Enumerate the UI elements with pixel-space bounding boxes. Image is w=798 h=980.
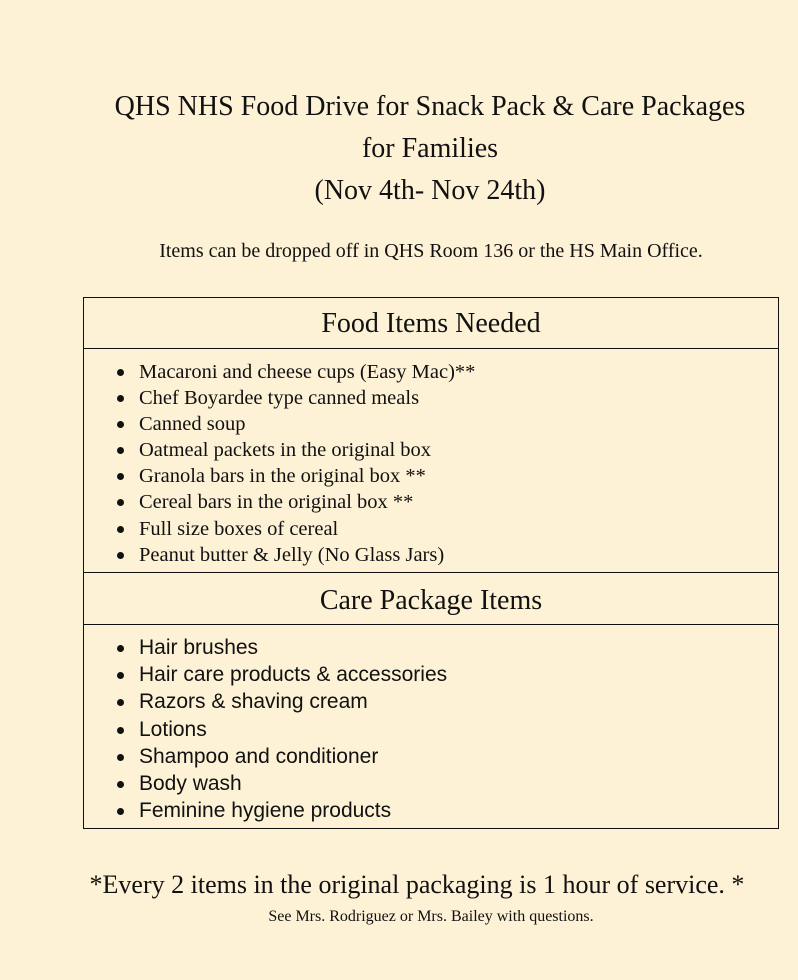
- list-item: Shampoo and conditioner: [116, 743, 447, 770]
- list-item: Cereal bars in the original box **: [116, 489, 475, 515]
- list-item: Canned soup: [116, 411, 475, 437]
- list-item: Body wash: [116, 770, 447, 797]
- list-item: Macaroni and cheese cups (Easy Mac)**: [116, 359, 475, 385]
- dropoff-instructions: Items can be dropped off in QHS Room 136 or the HS Main Office.: [159, 240, 703, 262]
- list-item: Hair brushes: [116, 634, 447, 661]
- list-item: Full size boxes of cereal: [116, 516, 475, 542]
- page-title: [60, 86, 798, 212]
- list-item: Granola bars in the original box **: [116, 463, 475, 489]
- title-line-3: (Nov 4th- Nov 24th): [314, 175, 546, 206]
- items-table: [83, 297, 779, 829]
- list-item: Lotions: [116, 716, 447, 743]
- list-item: Hair care products & accessories: [116, 661, 447, 688]
- service-hours-note: *Every 2 items in the original packaging is 1 hour of service. *: [89, 870, 745, 899]
- care-items-list: [116, 634, 447, 824]
- list-item: Feminine hygiene products: [116, 797, 447, 824]
- title-line-1: QHS NHS Food Drive for Snack Pack & Care Packages: [114, 91, 746, 122]
- list-item: Chef Boyardee type canned meals: [116, 385, 475, 411]
- list-item: Peanut butter & Jelly (No Glass Jars): [116, 542, 475, 568]
- title-line-2: for Families: [361, 133, 499, 164]
- food-section-header: Food Items Needed: [84, 298, 778, 349]
- contact-note: See Mrs. Rodriguez or Mrs. Bailey with questions.: [268, 908, 594, 925]
- care-section-header: Care Package Items: [84, 572, 778, 625]
- food-items-list: [116, 359, 475, 568]
- list-item: Razors & shaving cream: [116, 688, 447, 715]
- list-item: Oatmeal packets in the original box: [116, 437, 475, 463]
